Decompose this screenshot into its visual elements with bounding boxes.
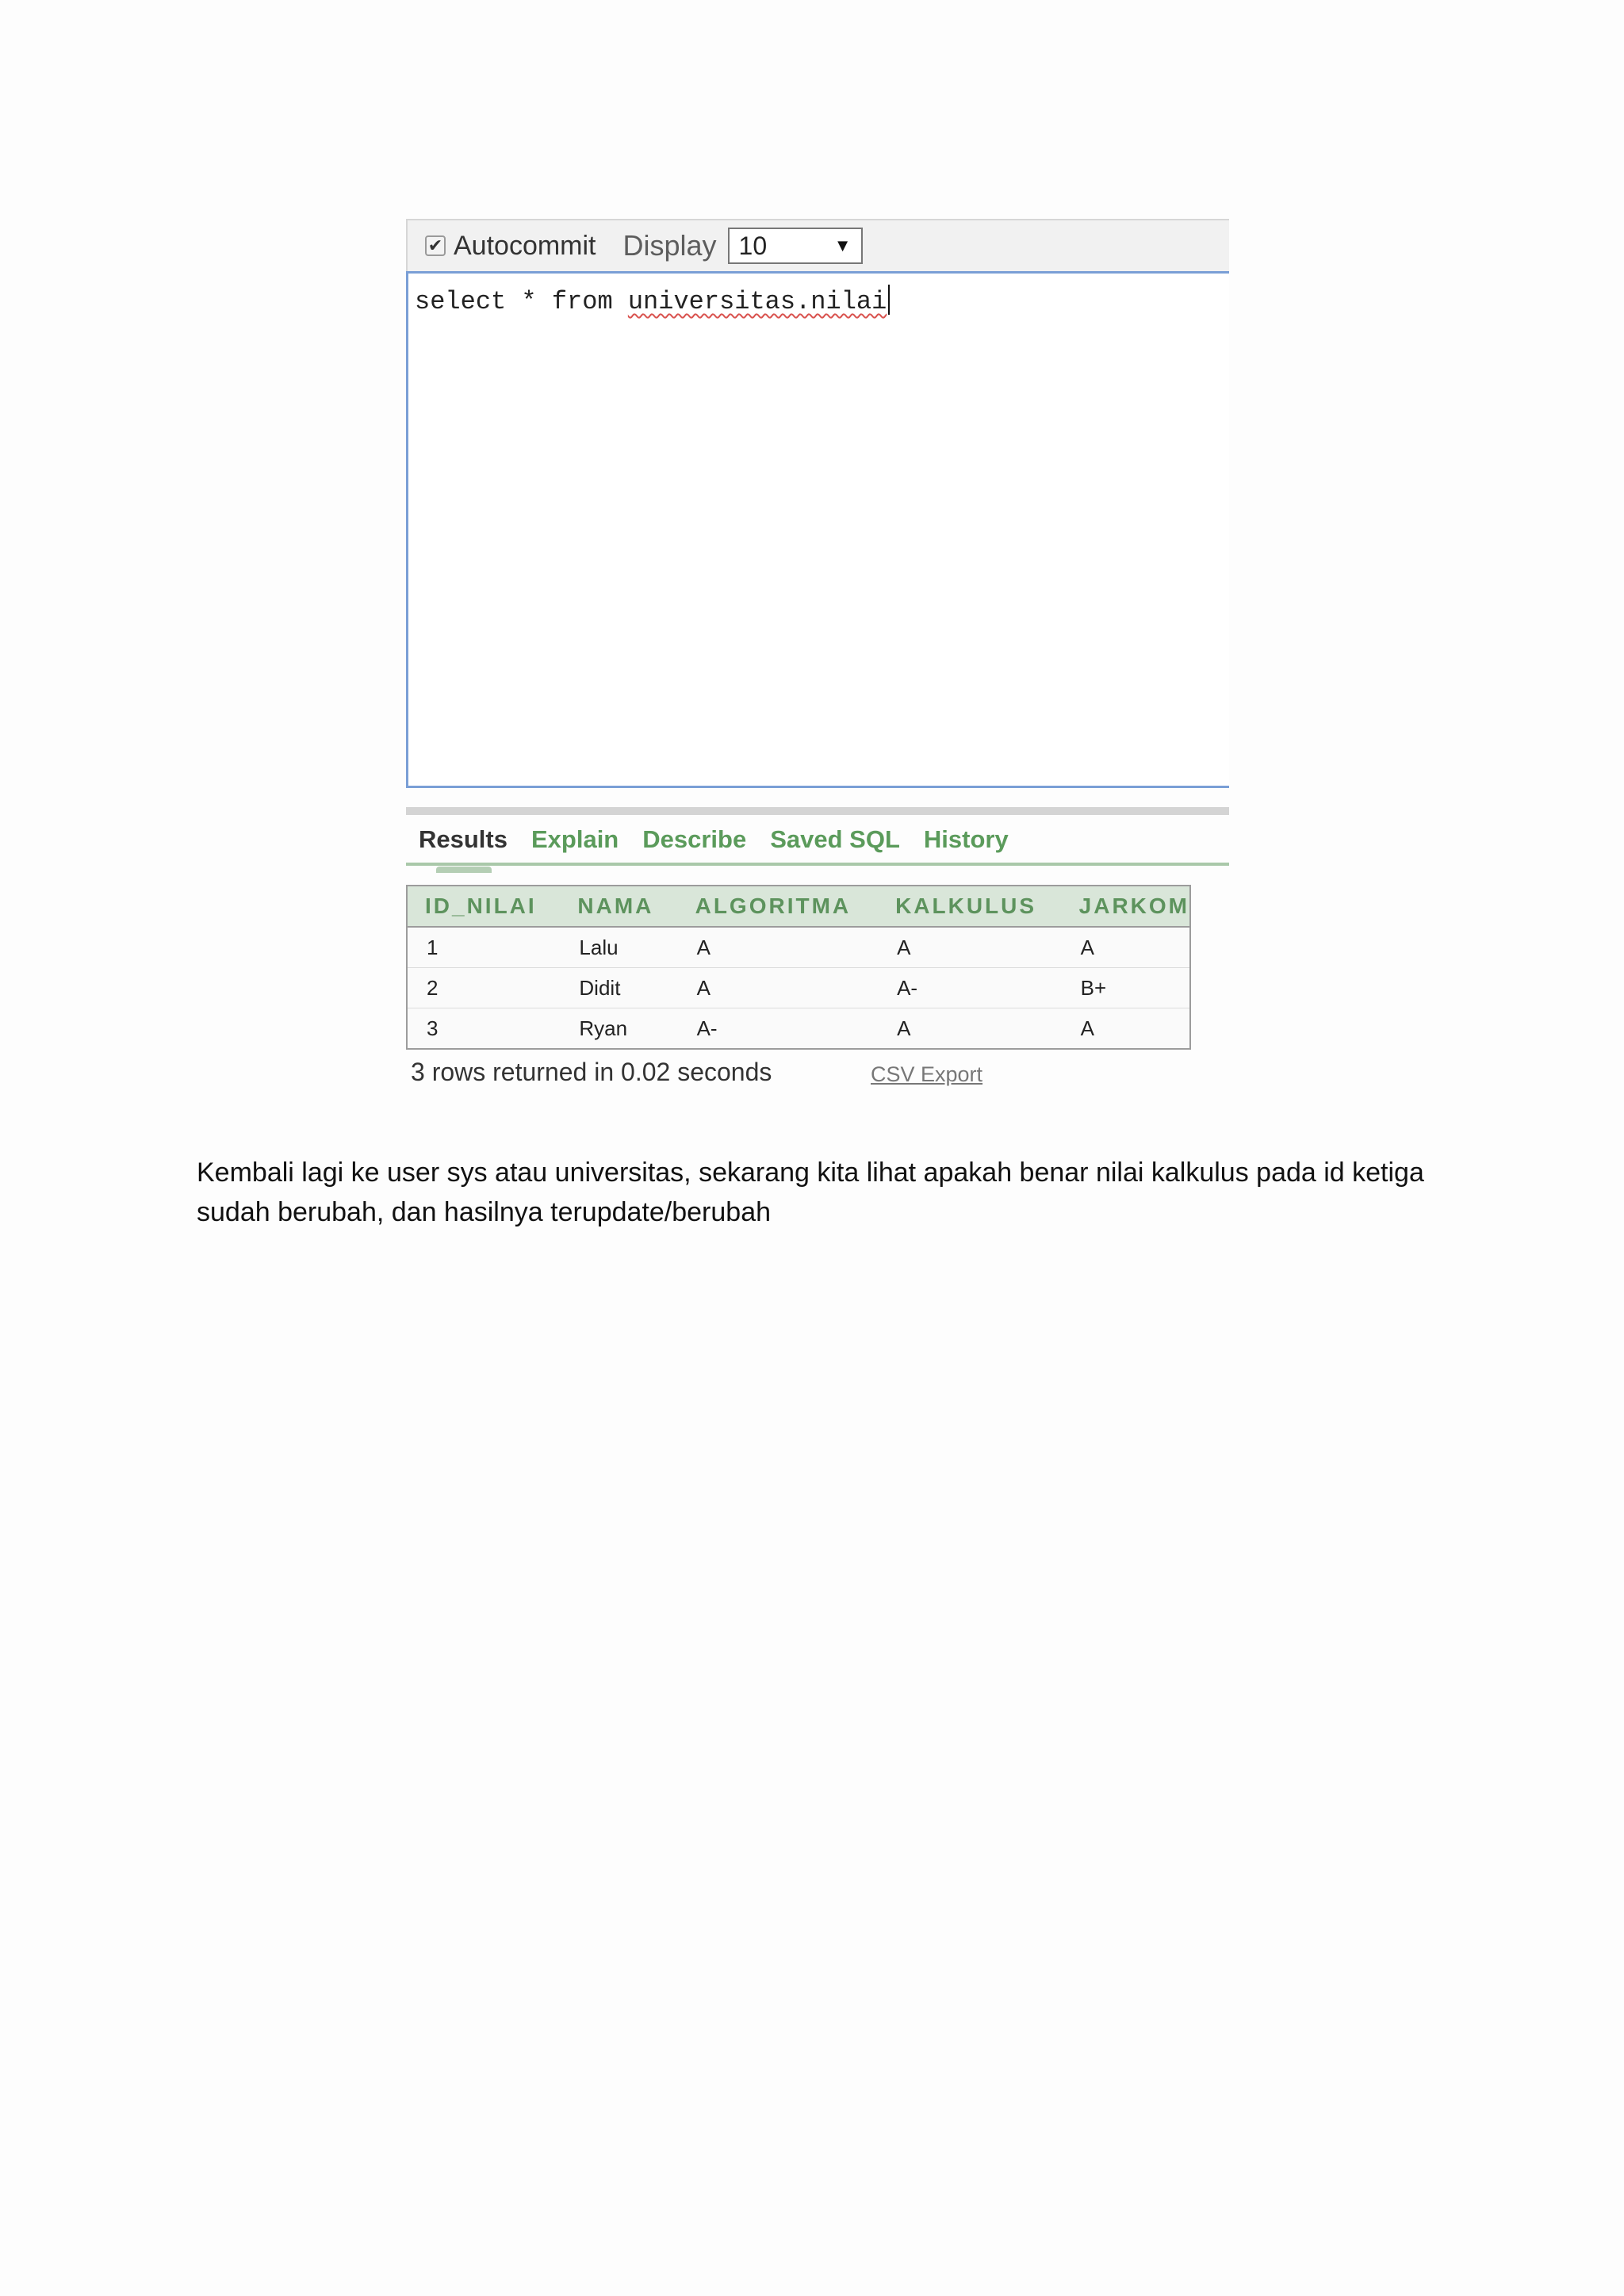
table-header-row: [407, 886, 1190, 927]
display-rows-value: 10: [738, 231, 768, 260]
results-table: [406, 885, 1191, 1050]
tab-explain[interactable]: Explain: [530, 825, 619, 853]
table-cell: Lalu: [560, 927, 677, 968]
rows-returned-status: 3 rows returned in 0.02 seconds: [411, 1058, 772, 1086]
table-cell: A: [678, 927, 878, 968]
column-header: ALGORITMA: [678, 886, 878, 927]
text-cursor: [888, 285, 890, 315]
dropdown-arrow-icon: ▼: [833, 235, 852, 255]
result-tabs: [406, 815, 1229, 864]
column-header: KALKULUS: [878, 886, 1062, 927]
column-header: ID_NILAI: [407, 886, 560, 927]
tabs-underline: [406, 863, 1229, 866]
sql-workshop-screenshot: [406, 219, 1229, 1096]
table-cell: B+: [1062, 968, 1190, 1008]
display-rows-select[interactable]: [728, 228, 863, 264]
autocommit-checkbox[interactable]: ✔: [425, 235, 446, 256]
csv-export-link[interactable]: CSV Export: [871, 1062, 983, 1086]
document-paragraph: Kembali lagi ke user sys atau universitas, sekarang kita lihat apakah benar nilai kalkulus pada id ketiga sudah berubah, dan hasilnya terupdate/berubah: [197, 1158, 1424, 1227]
tab-history[interactable]: History: [923, 825, 1009, 853]
table-cell: 3: [407, 1008, 560, 1050]
sql-query-table: universitas.nilai: [627, 287, 887, 316]
table-cell: A: [878, 1008, 1062, 1050]
column-header: NAMA: [560, 886, 677, 927]
table-cell: A: [678, 968, 878, 1008]
tab-results[interactable]: Results: [419, 825, 508, 853]
autocommit-label: Autocommit: [454, 230, 596, 261]
sql-query-prefix: select * from: [415, 287, 628, 316]
table-row: [407, 927, 1190, 968]
sql-toolbar: [406, 219, 1229, 271]
tab-saved-sql[interactable]: Saved SQL: [770, 825, 900, 853]
tab-describe[interactable]: Describe: [642, 825, 747, 853]
table-cell: A: [1062, 927, 1190, 968]
sql-editor[interactable]: [406, 271, 1229, 788]
table-cell: Ryan: [560, 1008, 677, 1050]
table-cell: A: [1062, 1008, 1190, 1050]
table-row: [407, 1008, 1190, 1050]
table-cell: 1: [407, 927, 560, 968]
table-row: [407, 968, 1190, 1008]
tabs-divider-top: [406, 807, 1229, 815]
column-header: JARKOM: [1062, 886, 1190, 927]
table-cell: A-: [878, 968, 1062, 1008]
sql-query-text: [415, 285, 890, 316]
table-cell: 2: [407, 968, 560, 1008]
table-cell: A: [878, 927, 1062, 968]
display-label: Display: [622, 229, 717, 262]
table-cell: A-: [678, 1008, 878, 1050]
table-cell: Didit: [560, 968, 677, 1008]
